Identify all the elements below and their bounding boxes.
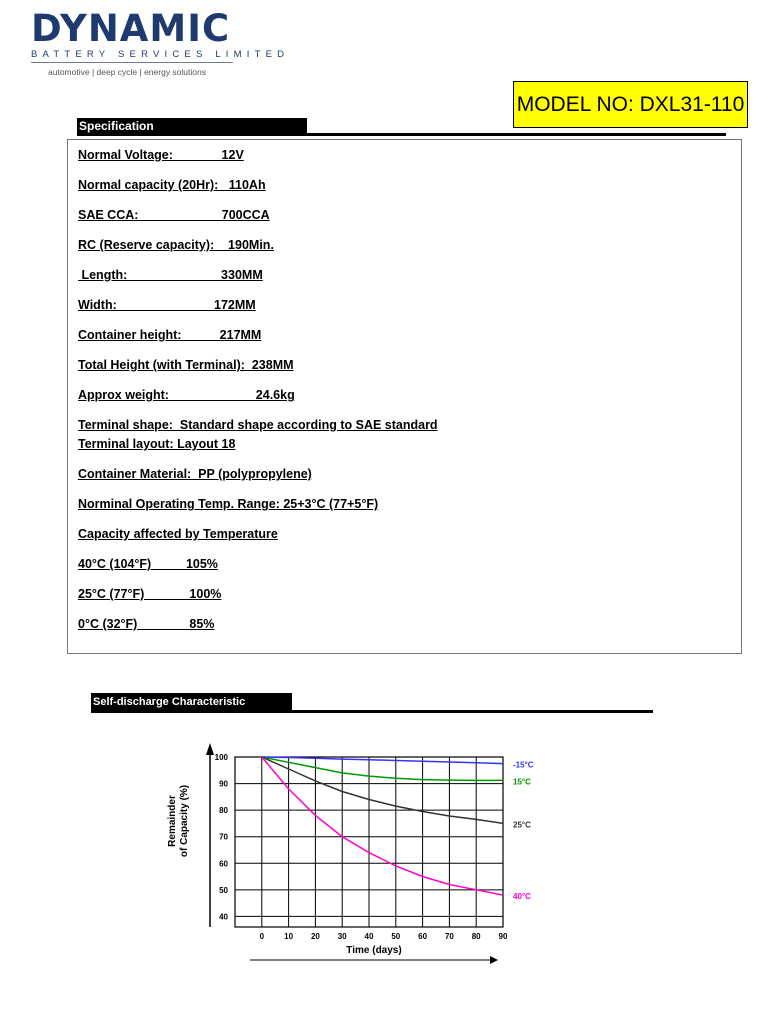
x-tick-label: 50 xyxy=(391,932,401,941)
specification-header-rule xyxy=(77,133,726,136)
spec-reserve-capacity: RC (Reserve capacity): 190Min. xyxy=(78,238,274,252)
self-discharge-header-rule xyxy=(91,710,653,713)
spec-sae-cca: SAE CCA: 700CCA xyxy=(78,208,270,222)
spec-operating-temp: Norminal Operating Temp. Range: 25+3°C (77+5°F) xyxy=(78,497,379,511)
spec-approx-weight: Approx weight: 24.6kg xyxy=(78,388,295,402)
y-tick-label: 70 xyxy=(219,832,228,842)
chart-series-labels xyxy=(513,761,534,901)
spec-length: Length: 330MM xyxy=(78,268,263,282)
chart-grid xyxy=(235,757,503,927)
chart-tick-labels xyxy=(215,753,508,941)
y-tick-label: 90 xyxy=(219,779,228,789)
chart-axes xyxy=(206,743,498,964)
x-tick-label: 30 xyxy=(337,932,347,941)
y-axis-label-line1: Remainder xyxy=(167,795,178,847)
x-tick-label: 70 xyxy=(444,932,454,941)
spec-capacity-temp-heading: Capacity affected by Temperature xyxy=(78,527,278,541)
x-tick-label: 10 xyxy=(284,932,294,941)
y-tick-label: 80 xyxy=(219,806,228,816)
series-label: -15°C xyxy=(513,760,534,770)
series-label: 40°C xyxy=(513,892,531,902)
x-tick-label: 60 xyxy=(418,932,428,941)
spec-normal-voltage: Normal Voltage: 12V xyxy=(78,148,244,162)
spec-capacity-25c: 25°C (77°F) 100% xyxy=(78,587,222,601)
spec-capacity-0c: 0°C (32°F) 85% xyxy=(78,617,215,631)
y-tick-label: 100 xyxy=(214,753,228,762)
spec-total-height: Total Height (with Terminal): 238MM xyxy=(78,358,294,372)
spec-terminal-shape: Terminal shape: Standard shape according to SAE standard xyxy=(78,418,438,432)
x-tick-label: 0 xyxy=(259,932,265,941)
brand-name: DYNAMIC xyxy=(31,7,231,50)
y-axis-arrow-icon xyxy=(206,743,214,755)
x-axis-label: Time (days) xyxy=(346,945,402,956)
model-number: MODEL NO: DXL31-110 xyxy=(513,81,748,128)
brand-subtitle: BATTERY SERVICES LIMITED xyxy=(31,49,290,60)
spec-width: Width: 172MM xyxy=(78,298,256,312)
spec-capacity-40c: 40°C (104°F) 105% xyxy=(78,557,218,571)
spec-normal-capacity: Normal capacity (20Hr): 110Ah xyxy=(78,178,266,192)
self-discharge-header: Self-discharge Characteristic xyxy=(91,693,292,711)
x-axis-arrow-icon xyxy=(490,956,498,964)
y-tick-label: 40 xyxy=(219,912,228,922)
spec-container-height: Container height: 217MM xyxy=(78,328,262,342)
series-label: 15°C xyxy=(513,777,531,787)
x-tick-label: 80 xyxy=(471,932,481,941)
brand-tagline: automotive | deep cycle | energy solutions xyxy=(48,67,206,77)
series-line xyxy=(262,757,503,764)
y-tick-label: 50 xyxy=(219,885,228,895)
chart-series xyxy=(262,757,503,895)
brand-logo xyxy=(31,7,290,77)
specification-header: Specification xyxy=(77,118,307,135)
y-tick-label: 60 xyxy=(219,859,228,869)
x-tick-label: 20 xyxy=(310,932,320,941)
spec-terminal-layout: Terminal layout: Layout 18 xyxy=(78,437,236,451)
x-tick-label: 40 xyxy=(364,932,374,941)
series-label: 25°C xyxy=(513,820,531,830)
spec-container-material: Container Material: PP (polypropylene) xyxy=(78,467,312,481)
y-axis-label-line2: of Capacity (%) xyxy=(179,784,190,858)
series-line xyxy=(262,757,503,823)
brand-divider xyxy=(31,62,233,63)
x-tick-label: 90 xyxy=(498,932,508,941)
self-discharge-chart xyxy=(160,735,550,970)
